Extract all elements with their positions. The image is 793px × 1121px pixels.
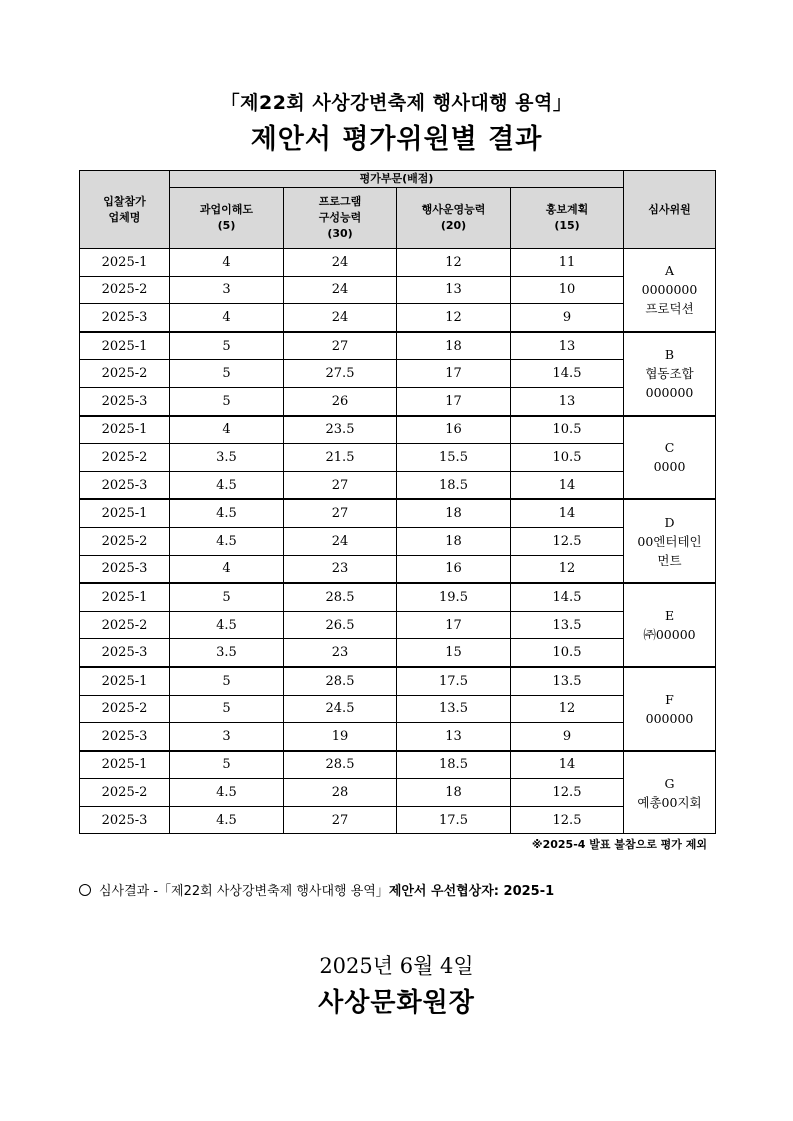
criteria-header-2: 프로그램 구성능력 (30) [284,188,397,249]
bidder-cell: 2025-3 [80,806,170,834]
score-understanding: 5 [170,387,284,415]
evaluation-table-body [80,249,716,834]
document-title-line1: 「제22회 사상강변축제 행사대행 용역」 [220,92,573,114]
table-row [80,471,716,499]
score-understanding: 5 [170,667,284,695]
bidder-cell: 2025-3 [80,639,170,667]
criteria-header-1: 과업이해도 (5) [170,188,284,249]
table-row [80,751,716,779]
document-date: 2025년 6월 4일 [319,954,474,978]
table-row [80,667,716,695]
score-program: 27 [284,499,397,527]
bidder-cell: 2025-3 [80,304,170,332]
score-operation: 15.5 [397,444,511,472]
score-understanding: 3.5 [170,444,284,472]
table-row [80,499,716,527]
criteria-header-4: 홍보계획 (15) [511,188,624,249]
score-understanding: 5 [170,695,284,723]
score-program: 26 [284,387,397,415]
score-promotion: 9 [511,723,624,751]
score-promotion: 12 [511,555,624,583]
table-row [80,806,716,834]
table-row [80,332,716,360]
table-row [80,779,716,807]
table-row [80,555,716,583]
score-understanding: 4.5 [170,527,284,555]
score-promotion: 13.5 [511,611,624,639]
score-operation: 18 [397,499,511,527]
table-row [80,444,716,472]
document-title-line2: 제안서 평가위원별 결과 [250,124,543,155]
reviewer-cell: B 협동조합 000000 [624,332,716,416]
table-row [80,304,716,332]
score-promotion: 10.5 [511,444,624,472]
score-understanding: 4.5 [170,806,284,834]
score-program: 19 [284,723,397,751]
score-operation: 18 [397,332,511,360]
score-promotion: 12.5 [511,806,624,834]
score-promotion: 14 [511,499,624,527]
score-promotion: 10.5 [511,416,624,444]
score-program: 23.5 [284,416,397,444]
bidder-cell: 2025-1 [80,667,170,695]
reviewer-cell: D 00엔터테인 먼트 [624,499,716,583]
score-operation: 18 [397,527,511,555]
score-understanding: 5 [170,332,284,360]
score-program: 26.5 [284,611,397,639]
reviewer-cell: E ㈜00000 [624,583,716,667]
bidder-cell: 2025-2 [80,611,170,639]
bidder-cell: 2025-2 [80,276,170,304]
table-row [80,583,716,611]
reviewer-cell: C 0000 [624,416,716,500]
score-operation: 18.5 [397,471,511,499]
table-row [80,387,716,415]
score-program: 24 [284,527,397,555]
score-promotion: 13.5 [511,667,624,695]
bidder-cell: 2025-1 [80,249,170,277]
score-promotion: 12.5 [511,779,624,807]
score-understanding: 5 [170,751,284,779]
bidder-cell: 2025-1 [80,751,170,779]
table-row [80,276,716,304]
table-row [80,639,716,667]
bidder-cell: 2025-1 [80,499,170,527]
score-promotion: 14 [511,471,624,499]
score-promotion: 12.5 [511,527,624,555]
score-operation: 18 [397,779,511,807]
score-operation: 17.5 [397,806,511,834]
bidder-cell: 2025-3 [80,471,170,499]
score-promotion: 14.5 [511,583,624,611]
score-promotion: 9 [511,304,624,332]
score-understanding: 4.5 [170,471,284,499]
bidder-cell: 2025-2 [80,695,170,723]
bidder-cell: 2025-2 [80,527,170,555]
result-winner: 제안서 우선협상자: 2025-1 [388,884,555,899]
bidder-cell: 2025-1 [80,416,170,444]
score-understanding: 4.5 [170,611,284,639]
score-operation: 19.5 [397,583,511,611]
score-promotion: 13 [511,332,624,360]
bidder-cell: 2025-2 [80,779,170,807]
score-program: 23 [284,639,397,667]
table-row [80,360,716,388]
signature: 사상문화원장 [318,988,475,1018]
category-header: 평가부문(배점) [170,171,624,188]
score-understanding: 4 [170,416,284,444]
evaluation-table [79,170,716,834]
score-promotion: 10.5 [511,639,624,667]
score-operation: 13 [397,276,511,304]
table-row [80,527,716,555]
score-understanding: 4.5 [170,499,284,527]
reviewer-cell: F 000000 [624,667,716,751]
exclusion-note: ※2025-4 발표 불참으로 평가 제외 [531,838,707,851]
score-program: 24 [284,249,397,277]
score-program: 28.5 [284,667,397,695]
score-program: 24.5 [284,695,397,723]
score-operation: 12 [397,249,511,277]
score-program: 28 [284,779,397,807]
score-promotion: 12 [511,695,624,723]
score-program: 27 [284,332,397,360]
score-operation: 17 [397,611,511,639]
score-operation: 16 [397,416,511,444]
score-operation: 15 [397,639,511,667]
bidder-cell: 2025-2 [80,444,170,472]
bidder-cell: 2025-1 [80,332,170,360]
table-row [80,416,716,444]
score-promotion: 14 [511,751,624,779]
reviewer-cell: G 예총00지회 [624,751,716,834]
score-operation: 17 [397,360,511,388]
score-understanding: 5 [170,583,284,611]
score-program: 23 [284,555,397,583]
bidder-cell: 2025-3 [80,723,170,751]
score-understanding: 4 [170,249,284,277]
score-program: 27 [284,806,397,834]
score-operation: 18.5 [397,751,511,779]
result-prefix: 심사결과 -「제22회 사상강변축제 행사대행 용역」 [99,884,389,899]
table-row [80,249,716,277]
score-program: 24 [284,304,397,332]
score-promotion: 14.5 [511,360,624,388]
score-understanding: 4 [170,304,284,332]
score-operation: 17.5 [397,667,511,695]
bidder-cell: 2025-3 [80,555,170,583]
score-promotion: 13 [511,387,624,415]
reviewer-header: 심사위원 [624,171,716,249]
score-program: 24 [284,276,397,304]
table-row [80,611,716,639]
score-program: 27.5 [284,360,397,388]
result-line [79,880,554,899]
score-understanding: 3 [170,723,284,751]
score-understanding: 3.5 [170,639,284,667]
criteria-header-3: 행사운영능력 (20) [397,188,511,249]
score-program: 27 [284,471,397,499]
score-operation: 13 [397,723,511,751]
bidder-cell: 2025-1 [80,583,170,611]
table-row [80,695,716,723]
score-understanding: 3 [170,276,284,304]
score-operation: 12 [397,304,511,332]
score-promotion: 10 [511,276,624,304]
score-program: 28.5 [284,751,397,779]
score-operation: 16 [397,555,511,583]
reviewer-cell: A 0000000 프로덕션 [624,249,716,332]
bidder-header: 입찰참가 업체명 [80,171,170,249]
score-operation: 17 [397,387,511,415]
score-program: 21.5 [284,444,397,472]
table-row [80,723,716,751]
score-program: 28.5 [284,583,397,611]
bidder-cell: 2025-3 [80,387,170,415]
score-understanding: 4.5 [170,779,284,807]
bidder-cell: 2025-2 [80,360,170,388]
score-understanding: 4 [170,555,284,583]
circle-bullet-icon [79,884,91,896]
score-understanding: 5 [170,360,284,388]
score-operation: 13.5 [397,695,511,723]
score-promotion: 11 [511,249,624,277]
